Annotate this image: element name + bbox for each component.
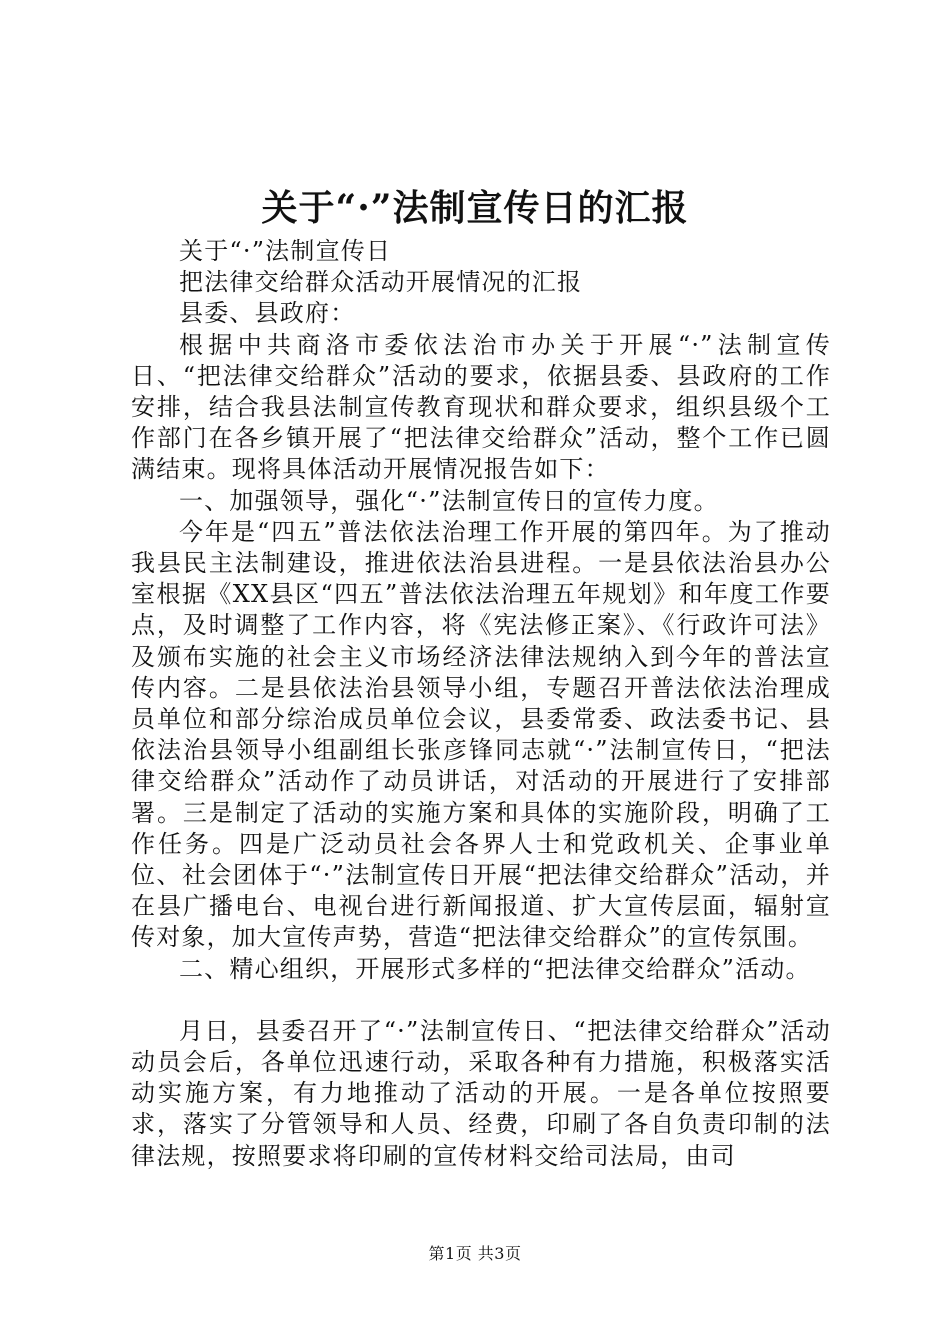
salutation: 县委、县政府：	[179, 299, 356, 328]
section-heading-2: 二、精心组织，开展形式多样的“把法律交给群众”活动。	[179, 954, 811, 983]
paragraph-section-1: 今年是“四五”普法依法治理工作开展的第四年。为了推动我县民主法制建设，推进依法治县进程。一是县依法治县办公室根据《XX县区“四五”普法依法治理五年规划》和年度工作要点，及时调整了工作内容，将《宪法修正案》、《行政许可法》及颁布实施的社会主义市场经济法律法规纳入到今年的普法宣传内容。二是县依法治县领导小组，专题召开普法依法治理成员单位和部分综治成员单位会议，县委常委、政法委书记、县依法治县领导小组副组长张彦锋同志就“·”法制宣传日，“把法律交给群众”活动作了动员讲话，对活动的开展进行了安排部署。三是制定了活动的实施方案和具体的实施阶段，明确了工作任务。四是广泛动员社会各界人士和党政机关、企事业单位、社会团体于“·”法制宣传日开展“把法律交给群众”活动，并在县广播电台、电视台进行新闻报道、扩大宣传层面，辐射宣传对象，加大宣传声势，营造“把法律交给群众”的宣传氛围。	[131, 517, 831, 952]
page-footer: 第1页 共3页	[428, 1244, 522, 1263]
paragraph-intro: 根据中共商洛市委依法治市办关于开展“·”法制宣传日、“把法律交给群众”活动的要求，依据县委、县政府的工作安排，结合我县法制宣传教育现状和群众要求，组织县级个工作部门在各乡镇开展了“把法律交给群众”活动，整个工作已圆满结束。现将具体活动开展情况报告如下：	[131, 330, 831, 484]
document-body	[131, 236, 831, 1172]
paragraph-section-2: 月日，县委召开了“·”法制宣传日、“把法律交给群众”活动动员会后，各单位迅速行动，采取各种有力措施，积极落实活动实施方案，有力地推动了活动的开展。一是各单位按照要求，落实了分管领导和人员、经费，印刷了各自负责印制的法律法规，按照要求将印刷的宣传材料交给司法局，由司	[131, 1016, 831, 1170]
document-title: 关于“·”法制宣传日的汇报	[261, 187, 689, 229]
subtitle-line-2: 把法律交给群众活动开展情况的汇报	[179, 268, 583, 297]
subtitle-line-1: 关于“·”法制宣传日	[179, 237, 392, 265]
section-heading-1: 一、加强领导，强化“·”法制宣传日的宣传力度。	[179, 486, 719, 515]
